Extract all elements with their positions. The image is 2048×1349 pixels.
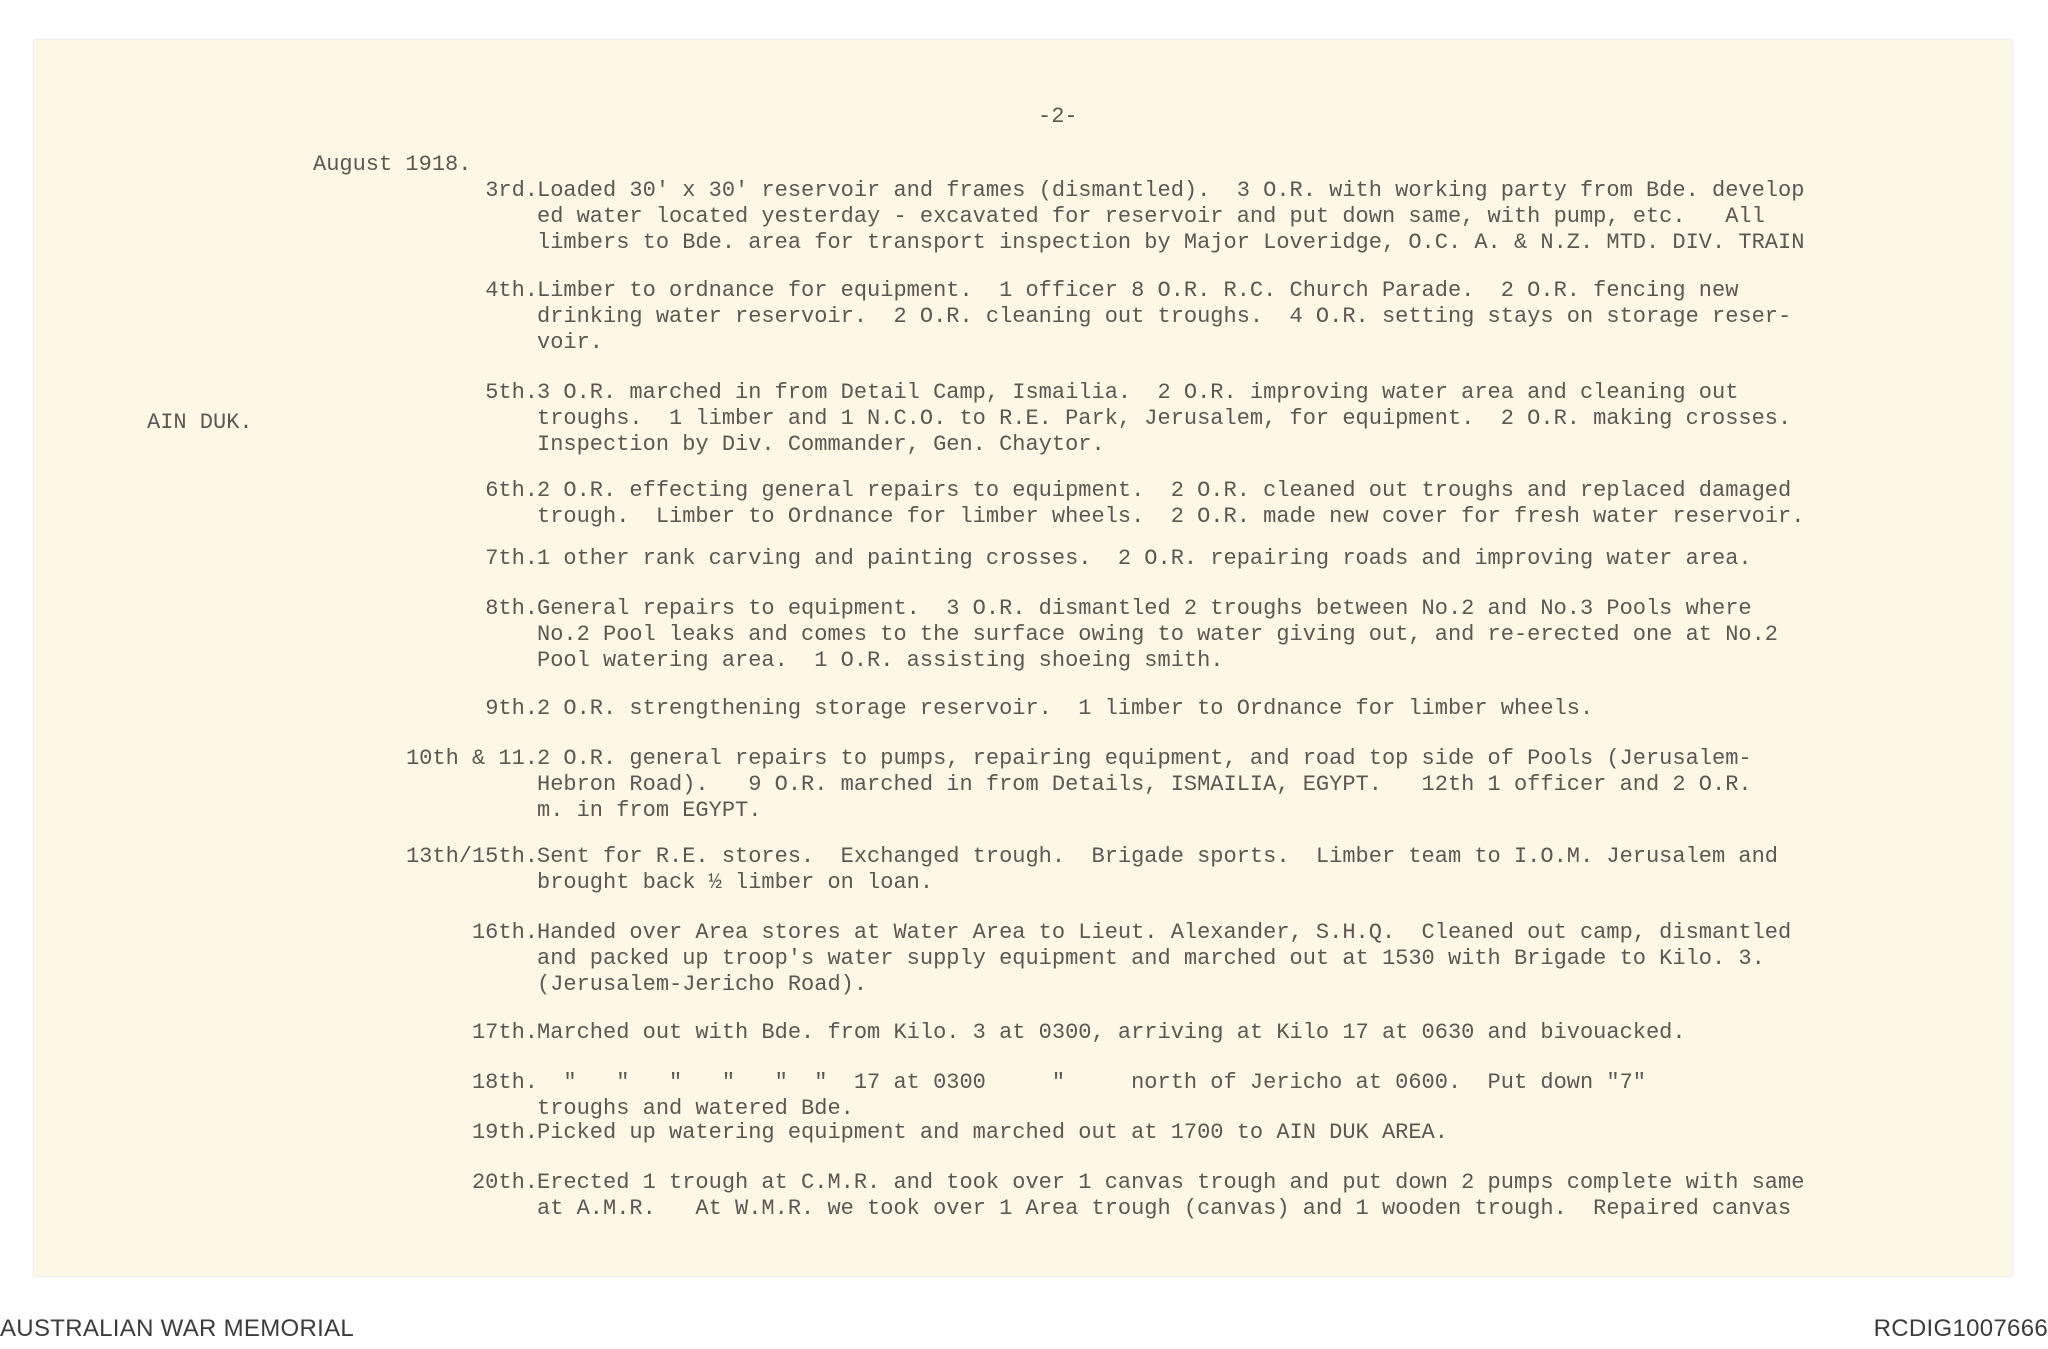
entry-line: Erected 1 trough at C.M.R. and took over 1 canvas trough and put down 2 pumps complete with same — [537, 1170, 1805, 1195]
footer-archive-name: AUSTRALIAN WAR MEMORIAL — [0, 1315, 355, 1342]
entry-line: 1 other rank carving and painting crosses. 2 O.R. repairing roads and improving water area. — [537, 546, 1752, 571]
entry-line: brought back ½ limber on loan. — [537, 870, 934, 895]
entry-text — [537, 746, 1957, 824]
entry-line: voir. — [537, 330, 604, 355]
entry-line: m. in from EGYPT. — [537, 798, 762, 823]
entry-date: 10th & 11. — [405, 746, 538, 771]
entry-text — [537, 546, 1957, 572]
entry-date: 8th. — [485, 596, 538, 621]
entry-date: 13th/15th. — [405, 844, 538, 869]
entry-date: 20th. — [471, 1170, 538, 1195]
entry-text — [537, 178, 1957, 256]
entry-line: 2 O.R. effecting general repairs to equipment. 2 O.R. cleaned out troughs and replaced damaged — [537, 478, 1792, 503]
entry-line: No.2 Pool leaks and comes to the surface owing to water giving out, and re-erected one at No.2 — [537, 622, 1779, 647]
entry-date: 7th. — [485, 546, 538, 571]
entry-text — [537, 1120, 1957, 1146]
entry-line: trough. Limber to Ordnance for limber wheels. 2 O.R. made new cover for fresh water reservoir. — [537, 504, 1805, 529]
entry-date: 3rd. — [485, 178, 538, 203]
entry-line: Marched out with Bde. from Kilo. 3 at 0300, arriving at Kilo 17 at 0630 and bivouacked. — [537, 1020, 1686, 1045]
entry-line: drinking water reservoir. 2 O.R. cleaning out troughs. 4 O.R. setting stays on storage reser- — [537, 304, 1792, 329]
entry-line: 3 O.R. marched in from Detail Camp, Ismailia. 2 O.R. improving water area and cleaning out — [537, 380, 1739, 405]
entry-text — [537, 1070, 1957, 1122]
month-heading: August 1918. — [313, 152, 472, 177]
entry-date: 19th. — [471, 1120, 538, 1145]
entry-text — [537, 1170, 1957, 1222]
entry-text — [537, 696, 1957, 722]
entry-date: 17th. — [471, 1020, 538, 1045]
entry-text — [537, 596, 1957, 674]
entry-line: Handed over Area stores at Water Area to Lieut. Alexander, S.H.Q. Cleaned out camp, dismantled — [537, 920, 1792, 945]
entry-text — [537, 920, 1957, 998]
document-page — [34, 40, 2012, 1276]
entry-text — [537, 478, 1957, 530]
entry-line: Sent for R.E. stores. Exchanged trough. Brigade sports. Limber team to I.O.M. Jerusalem and — [537, 844, 1779, 869]
entry-line: Pool watering area. 1 O.R. assisting shoeing smith. — [537, 648, 1224, 673]
entry-line: Picked up watering equipment and marched out at 1700 to AIN DUK AREA. — [537, 1120, 1448, 1145]
entry-line: 2 O.R. strengthening storage reservoir. 1 limber to Ordnance for limber wheels. — [537, 696, 1594, 721]
entry-line: (Jerusalem-Jericho Road). — [537, 972, 868, 997]
page-number: -2- — [1038, 104, 1078, 129]
entry-line: General repairs to equipment. 3 O.R. dismantled 2 troughs between No.2 and No.3 Pools where — [537, 596, 1752, 621]
entry-line: limbers to Bde. area for transport inspection by Major Loveridge, O.C. A. & N.Z. MTD. DIV. TRAIN — [537, 230, 1805, 255]
entry-line: Limber to ordnance for equipment. 1 officer 8 O.R. R.C. Church Parade. 2 O.R. fencing new — [537, 278, 1739, 303]
footer-reference-id: RCDIG1007666 — [1873, 1315, 2048, 1342]
entry-line: troughs and watered Bde. — [537, 1096, 854, 1121]
entry-line: 2 O.R. general repairs to pumps, repairing equipment, and road top side of Pools (Jerusalem- — [537, 746, 1752, 771]
entry-line: Hebron Road). 9 O.R. marched in from Details, ISMAILIA, EGYPT. 12th 1 officer and 2 O.R. — [537, 772, 1752, 797]
entry-line: Loaded 30' x 30' reservoir and frames (dismantled). 3 O.R. with working party from Bde. develop — [537, 178, 1805, 203]
entry-line: troughs. 1 limber and 1 N.C.O. to R.E. Park, Jerusalem, for equipment. 2 O.R. making crosses. — [537, 406, 1792, 431]
entry-text — [537, 380, 1957, 458]
margin-place-label: AIN DUK. — [147, 410, 253, 435]
entry-line: at A.M.R. At W.M.R. we took over 1 Area trough (canvas) and 1 wooden trough. Repaired canvas — [537, 1196, 1792, 1221]
entry-date: 4th. — [485, 278, 538, 303]
entry-line: Inspection by Div. Commander, Gen. Chaytor. — [537, 432, 1105, 457]
entry-text — [537, 278, 1957, 356]
entry-text — [537, 1020, 1957, 1046]
entry-date: 18th. — [471, 1070, 538, 1095]
entry-date: 16th. — [471, 920, 538, 945]
entry-line: ed water located yesterday - excavated for reservoir and put down same, with pump, etc. All — [537, 204, 1765, 229]
entry-date: 5th. — [485, 380, 538, 405]
entry-date: 6th. — [485, 478, 538, 503]
entry-line: " " " " " " 17 at 0300 " north of Jericho at 0600. Put down "7" — [537, 1070, 1646, 1095]
entry-line: and packed up troop's water supply equipment and marched out at 1530 with Brigade to Kilo. 3. — [537, 946, 1765, 971]
entry-date: 9th. — [485, 696, 538, 721]
entry-text — [537, 844, 1957, 896]
